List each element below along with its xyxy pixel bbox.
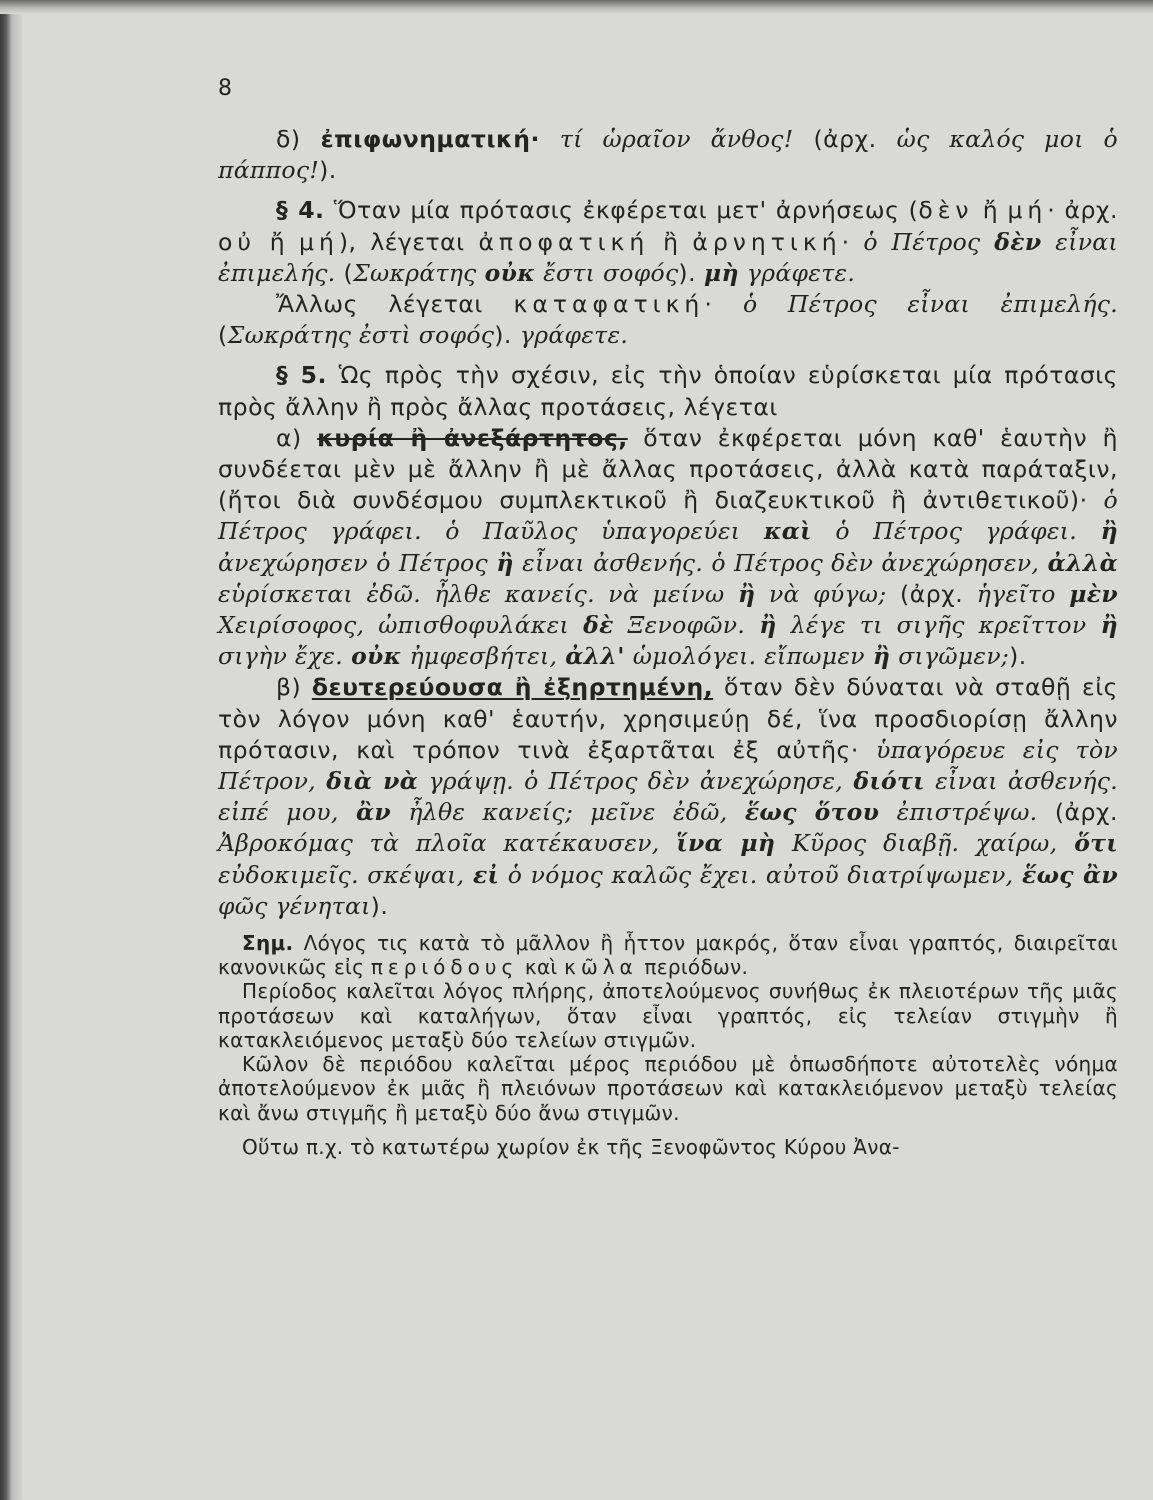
example: Κῦρος διαβῇ. χαίρω,	[792, 829, 1058, 858]
text: περιόδων.	[644, 955, 749, 980]
text: δὲν	[918, 196, 974, 225]
text: ·	[704, 290, 713, 319]
example-bold: ἢ	[738, 579, 756, 608]
example: τί ὡραῖον ἄνθος!	[559, 125, 794, 153]
page-binding-shadow	[0, 0, 22, 1500]
example-bold: ἵνα μὴ	[676, 829, 776, 858]
text: (	[343, 258, 354, 287]
paragraph-exclamatory	[218, 124, 1118, 186]
example: Χειρίσοφος, ὠπισθοφυλάκει	[218, 611, 569, 640]
example-bold: ἀλλὰ	[1047, 548, 1118, 577]
example-bold: ἕως ἂν	[1022, 860, 1118, 889]
text: μή	[299, 227, 339, 256]
example: ὑπαγόρευε εἰς τὸν Πέτρον,	[218, 735, 1119, 796]
punct: ).	[319, 156, 337, 185]
example: ἦλθε κανείς; μεῖνε ἐδῶ,	[408, 798, 728, 827]
text: καὶ	[524, 955, 558, 980]
example-bold: οὐκ	[351, 642, 402, 671]
text: ὅταν ἐκφέρεται μόνη καθ' ἑαυτὴν ἢ συνδέεται μὲν μὲ ἄλλην ἢ μὲ ἄλλας προτάσεις, ἀλλὰ κατὰ παράταξιν, (ἤτοι διὰ συνδέσμου συμπλεκτικοῦ ἢ διαζευκτικοῦ ἢ ἀντιθετικοῦ)·	[218, 423, 1118, 515]
page-body	[218, 124, 1118, 1159]
term: περιόδους	[370, 955, 519, 980]
example-bold: ἢ	[1100, 611, 1118, 640]
example: ἐπιστρέψω.	[896, 798, 1038, 827]
example: λέγε τι σιγῆς κρεῖττον	[790, 611, 1087, 640]
label: β)	[276, 673, 302, 702]
example: φῶς γένηται	[218, 891, 371, 920]
text: · ἀρχ.	[1047, 196, 1118, 225]
example: ὁ Πέτρος	[863, 227, 981, 256]
text: ἢ	[663, 227, 679, 256]
example: εὐδοκιμεῖς. σκέψαι,	[218, 860, 465, 889]
example: νὰ φύγω;	[768, 579, 887, 608]
text: οὐ	[218, 227, 256, 256]
example-bold: μὴ	[704, 258, 739, 287]
example-bold: διότι	[853, 767, 925, 796]
example-bold: ἢ	[496, 548, 514, 577]
punct: ).	[1009, 642, 1027, 671]
ancient-label: (ἀρχ.	[1054, 798, 1118, 827]
label: δ)	[276, 125, 301, 153]
term: καταφατική	[513, 290, 705, 319]
text: ), λέγεται	[338, 227, 465, 256]
example: ἔστι σοφός	[543, 258, 679, 287]
example-bold: ἂν	[356, 798, 391, 827]
example-bold: οὐκ	[484, 258, 536, 287]
example: ἀνεχώρησεν ὁ Πέτρος	[218, 548, 488, 577]
example: σιγῶμεν;	[898, 642, 1010, 671]
example-bold: ἢ	[759, 611, 777, 640]
example-bold: ἢ	[1100, 517, 1118, 546]
punct: ).	[370, 891, 389, 920]
example: εἶναι ἀσθενής. εἰπέ μου,	[218, 767, 1118, 827]
example-bold: ὅτι	[1074, 829, 1118, 858]
term: ἀρνητική	[692, 227, 842, 256]
example: εἶναι ἀσθενής. ὁ Πέτρος δὲν ἀνεχώρησεν,	[522, 548, 1040, 577]
example-bold: ἢ	[872, 642, 891, 671]
note-example-intro: Οὕτω π.χ. τὸ κατωτέρω χωρίον ἐκ τῆς Ξενοφῶντος Κύρου Ἀνα-	[242, 1134, 900, 1159]
note-label: Σημ.	[242, 931, 294, 956]
ancient-label: (ἀρχ.	[813, 125, 877, 153]
term: δευτερεύουσα ἢ ἐξηρτημένη,	[311, 673, 714, 702]
paragraph-subordinate-clause	[218, 672, 1118, 922]
example-bold: δὲ	[583, 611, 614, 640]
text: ὅταν δὲν δύναται νὰ σταθῇ εἰς τὸν λόγον μόνη καθ' ἑαυτήν, χρησιμεύῃ δέ, ἵνα προσδιορίσῃ ἄλλην πρότασιν, καὶ τρόπον τινὰ ἐξαρτᾶται ἐξ αὐτῆς·	[218, 673, 1118, 764]
text: Ἄλλως λέγεται	[276, 290, 483, 319]
term: κῶλα	[564, 955, 638, 980]
text: ).	[494, 321, 512, 350]
example: ὁ Πέτρος εἶναι ἐπιμελής.	[742, 290, 1118, 319]
text: ἤ	[269, 227, 286, 256]
example: ὁ νόμος καλῶς ἔχει. αὐτοῦ διατρίψωμεν,	[507, 860, 1014, 889]
example: ὁ Πέτρος γράφει. ὁ Παῦλος ὑπαγορεύει	[218, 486, 1118, 546]
paragraph-main-clause	[218, 423, 1118, 673]
example: ὁ Πέτρος γράφει.	[835, 517, 1078, 546]
example: Σωκράτης	[353, 258, 477, 287]
example: ἡγεῖτο	[976, 579, 1056, 608]
example-bold: δὲν	[994, 227, 1042, 256]
example: Ἀβροκόμας τὰ πλοῖα κατέκαυσεν,	[218, 829, 660, 858]
paragraph-affirmative	[218, 289, 1118, 351]
example: σιγὴν ἔχε.	[218, 642, 344, 671]
label: α)	[276, 423, 302, 452]
ancient-label: (ἀρχ.	[900, 579, 964, 608]
example-bold: μὲν	[1069, 579, 1118, 608]
example: εἶναι ἐπιμελής.	[218, 227, 1118, 287]
paragraph-section-5	[218, 360, 1118, 422]
text: ·	[841, 227, 850, 256]
example: ἠμφεσβήτει,	[409, 642, 558, 671]
text: ).	[678, 258, 697, 287]
text: Λόγος τις κατὰ τὸ μᾶλλον ἢ ἧττον μακρός, ὅταν εἶναι γραπτός, διαιρεῖται κανονικῶς εἰς	[218, 931, 1118, 980]
example-bold: διὰ νὰ	[326, 767, 419, 796]
text: Ὅταν μία πρότασις ἐκφέρεται μετ' ἀρνήσεως (	[333, 196, 919, 225]
note-colon-definition: Κῶλον δὲ περιόδου καλεῖται μέρος περιόδου μὲ ὁπωσδήποτε αὐτοτελὲς νόημα ἀποτελούμενον ἐκ μιᾶς ἢ πλειόνων προτάσεων καὶ κατακλειόμενον μεταξὺ τελείας καὶ ἄνω στιγμῆς ἢ μεταξὺ δύο ἄνω στιγμῶν.	[218, 1052, 1118, 1125]
text: ἤ	[982, 196, 999, 225]
example-bold: εἰ	[472, 860, 500, 889]
section-number: § 4.	[276, 196, 325, 225]
example: γράψῃ. ὁ Πέτρος δὲν ἀνεχώρησε,	[428, 767, 844, 796]
example-bold: καὶ	[763, 517, 812, 546]
term: ἐπιφωνηματική·	[320, 125, 540, 153]
text: Ὡς πρὸς τὴν σχέσιν, εἰς τὴν ὁποίαν εὑρίσκεται μία πρότασις πρὸς ἄλλην ἢ πρὸς ἄλλας προτάσεις, λέγεται	[218, 361, 1118, 421]
page-top-edge	[0, 0, 1153, 14]
text: (	[218, 321, 228, 350]
example-bold: ἀλλ'	[565, 642, 625, 671]
example: ὡς καλός μοι ὁ πάππος!	[218, 125, 1118, 185]
page-number: 8	[218, 76, 232, 101]
text: μή	[1007, 196, 1048, 225]
paragraph-section-4	[218, 195, 1118, 289]
term: κυρία ἢ ἀνεξάρτητος,	[317, 423, 628, 452]
example: εὑρίσκεται ἐδῶ. ἦλθε κανείς. νὰ μείνω	[218, 579, 725, 608]
example: Ξενοφῶν.	[627, 611, 746, 640]
example: Σωκράτης ἐστὶ σοφός	[227, 321, 495, 350]
section-number: § 5.	[276, 361, 327, 390]
note-period-definition: Περίοδος καλεῖται λόγος πλήρης, ἀποτελούμενος συνήθως ἐκ πλειοτέρων τῆς μιᾶς προτάσεων καὶ καταλήγων, ὅταν εἶναι γραπτός, εἰς τελείαν στιγμὴν ἢ κατακλειόμενος μεταξὺ δύο τελείων στιγμῶν.	[218, 979, 1118, 1052]
example: γράφετε.	[746, 258, 856, 287]
example: γράφετε.	[519, 321, 629, 350]
term: ἀποφατική	[478, 227, 650, 256]
example: ὡμολόγει. εἴπωμεν	[632, 642, 865, 671]
example-bold: ἕως ὅτου	[744, 798, 880, 827]
note-paragraph	[218, 931, 1118, 979]
